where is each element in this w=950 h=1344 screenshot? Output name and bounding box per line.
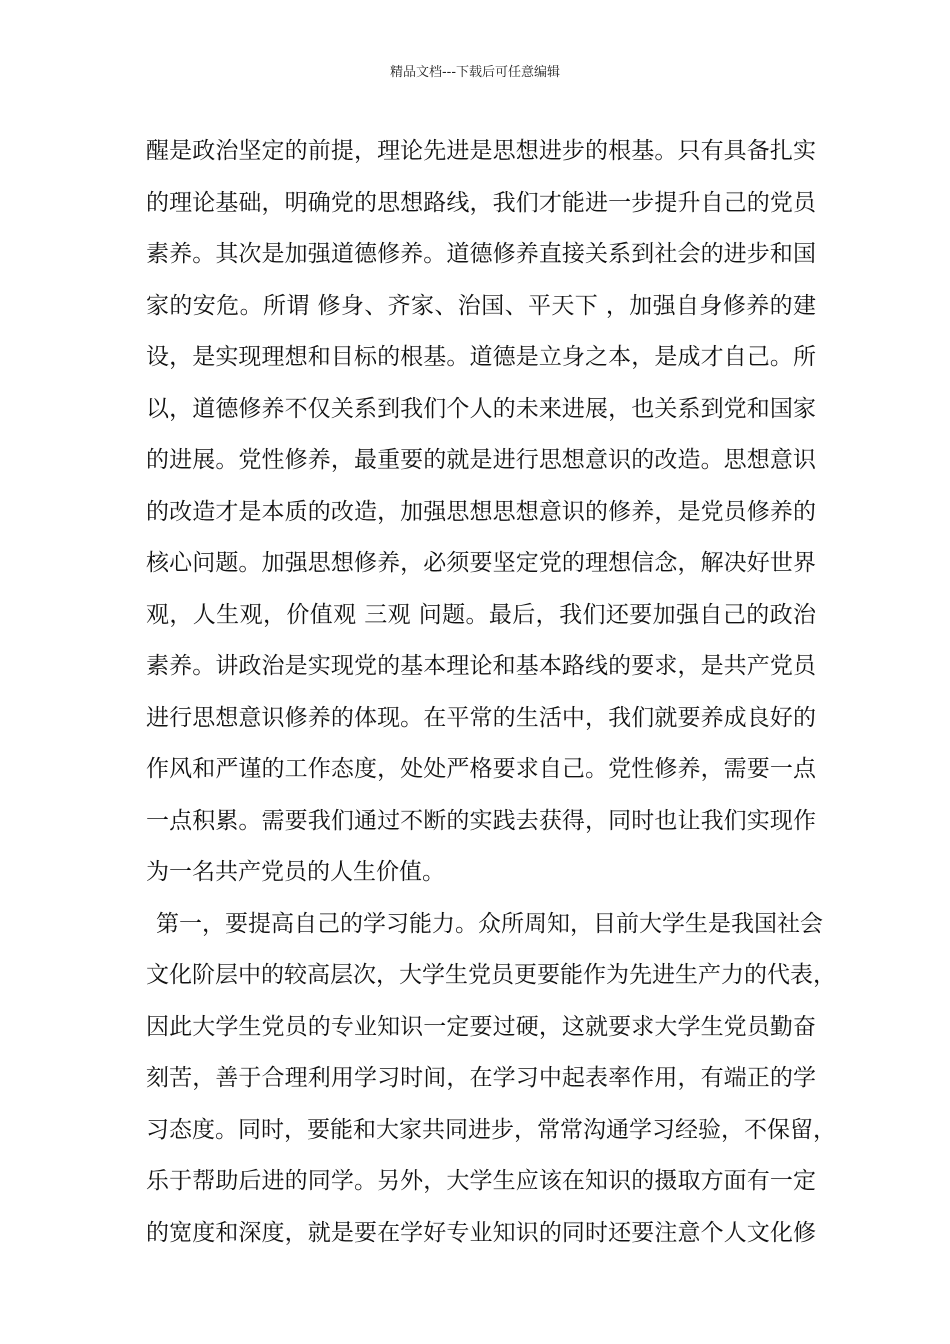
text-line: 进行思想意识修养的体现。在平常的生活中，我们就要养成良好的 xyxy=(146,704,816,731)
text-line: 习态度。同时，要能和大家共同进步，常常沟通学习经验，不保留， xyxy=(146,1116,836,1143)
text-line: 醒是政治坚定的前提，理论先进是思想进步的根基。只有具备扎实 xyxy=(146,138,816,164)
text-line: 的宽度和深度，就是要在学好专业知识的同时还要注意个人文化修 xyxy=(146,1219,816,1246)
text-line: 核心问题。加强思想修养，必须要坚定党的理想信念，解决好世界 xyxy=(146,550,816,576)
text-line: 家的安危。所谓 修身、齐家、治国、平天下 ，加强自身修养的建 xyxy=(146,292,816,319)
text-line: 为一名共产党员的人生价值。 xyxy=(146,859,445,885)
text-line: 素养。讲政治是实现党的基本理论和基本路线的要求，是共产党员 xyxy=(146,653,816,679)
text-line: 文化阶层中的较高层次，大学生党员更要能作为先进生产力的代表， xyxy=(146,962,836,988)
text-line: 乐于帮助后进的同学。另外，大学生应该在知识的摄取方面有一定 xyxy=(146,1168,816,1194)
text-line: 刻苦，善于合理利用学习时间，在学习中起表率作用，有端正的学 xyxy=(146,1065,816,1091)
text-line: 的进展。党性修养，最重要的就是进行思想意识的改造。思想意识 xyxy=(146,447,816,473)
text-line: 一点积累。需要我们通过不断的实践去获得，同时也让我们实现作 xyxy=(146,807,816,834)
paragraph-start-line: 第一，要提高自己的学习能力。众所周知，目前大学生是我国社会 xyxy=(156,910,823,937)
text-line: 素养。其次是加强道德修养。道德修养直接关系到社会的进步和国 xyxy=(146,241,816,267)
text-line: 作风和严谨的工作态度，处处严格要求自己。党性修养，需要一点 xyxy=(146,756,816,782)
text-line: 设，是实现理想和目标的根基。道德是立身之本，是成才自己。所 xyxy=(146,344,816,370)
page-header: 精品文档---下载后可任意编辑 xyxy=(389,65,561,80)
text-line: 观，人生观，价值观 三观 问题。最后，我们还要加强自己的政治 xyxy=(146,601,816,628)
text-line: 的改造才是本质的改造，加强思想思想意识的修养，是党员修养的 xyxy=(146,498,816,525)
text-line: 因此大学生党员的专业知识一定要过硬，这就要求大学生党员勤奋 xyxy=(146,1013,816,1040)
text-line: 以，道德修养不仅关系到我们个人的未来进展，也关系到党和国家 xyxy=(146,395,816,422)
body-text xyxy=(146,126,836,1259)
text-line: 的理论基础，明确党的思想路线，我们才能进一步提升自己的党员 xyxy=(146,189,816,216)
